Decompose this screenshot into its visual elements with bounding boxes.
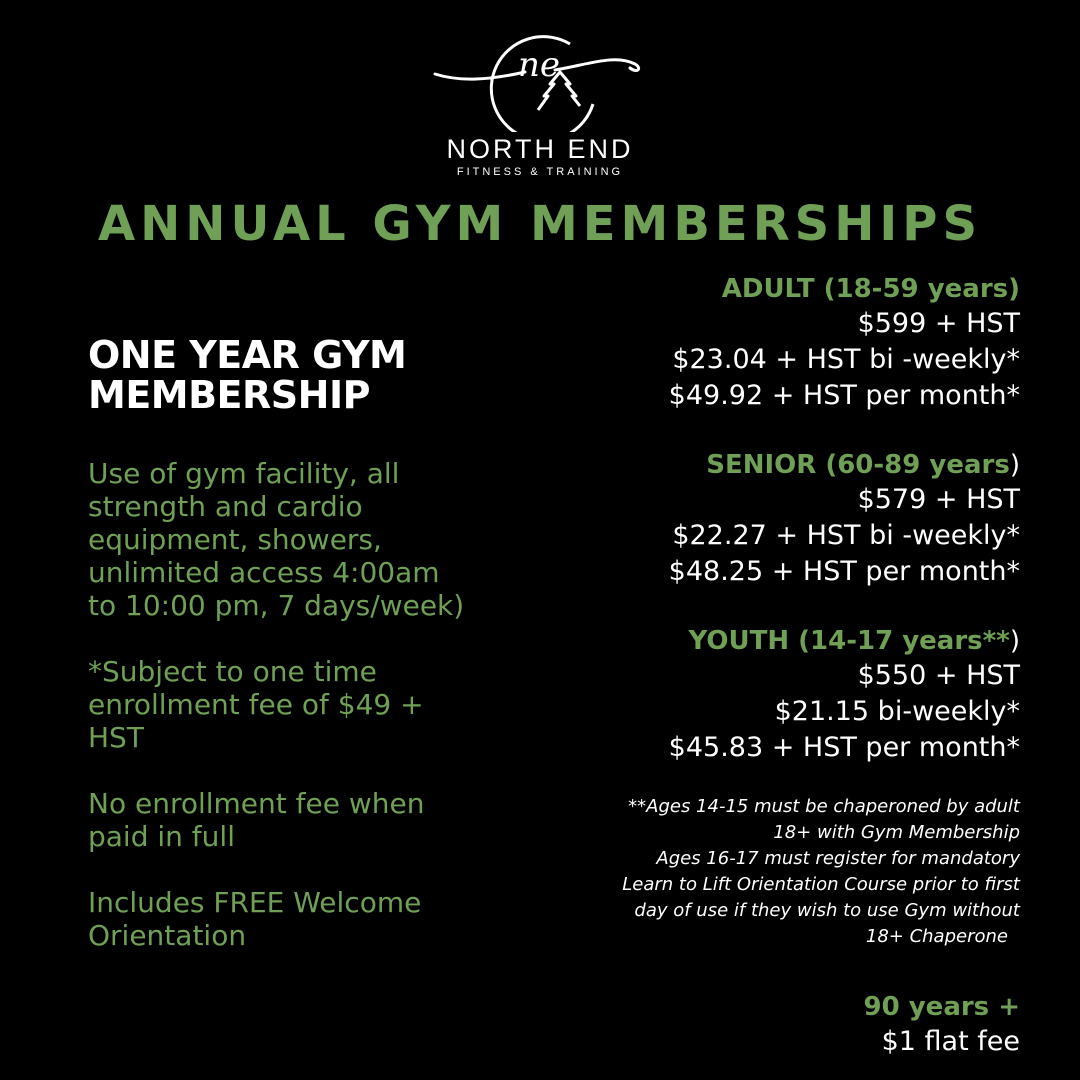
page-title: ANNUAL GYM MEMBERSHIPS [97, 196, 983, 252]
price-biweekly: $23.04 + HST bi -weekly* [672, 344, 1020, 375]
fee-note-line: *Subject to one time [88, 655, 377, 688]
description-line: unlimited access 4:00am [88, 556, 440, 589]
footnote-line: 18+ Chaperone [865, 926, 1008, 947]
price-annual: $579 + HST [857, 484, 1020, 515]
plan-title-line2: MEMBERSHIP [88, 373, 370, 417]
plan-details [88, 335, 528, 985]
plan-title [88, 335, 528, 415]
footnote-line: **Ages 14-15 must be chaperoned by adult [628, 796, 1020, 817]
pricing-tiers [500, 272, 1020, 950]
description-line: Use of gym facility, all [88, 457, 400, 490]
no-fee-line: paid in full [88, 820, 235, 853]
orientation-line: Orientation [88, 919, 247, 952]
youth-footnote [500, 794, 1020, 950]
tier-label: 90 years + [863, 992, 1020, 1022]
price-biweekly: $22.27 + HST bi -weekly* [672, 520, 1020, 551]
svg-text:ne: ne [518, 45, 561, 85]
footnote-line: day of use if they wish to use Gym without [634, 900, 1020, 921]
price-biweekly: $21.15 bi-weekly* [774, 696, 1020, 727]
price-annual: $599 + HST [857, 308, 1020, 339]
brand-logo [430, 22, 650, 182]
description-line: strength and cardio [88, 490, 363, 523]
tier-senior [500, 448, 1020, 590]
plan-description [88, 457, 528, 622]
tier-label: YOUTH (14-17 years**) [688, 626, 1020, 656]
price-monthly: $48.25 + HST per month* [668, 556, 1020, 587]
footnote-line: 18+ with Gym Membership [773, 822, 1020, 843]
brand-tagline: FITNESS & TRAINING [456, 166, 624, 178]
footnote-line: Learn to Lift Orientation Course prior to first [622, 874, 1020, 895]
tier-label: ADULT (18-59 years) [721, 274, 1020, 304]
fee-note-line: HST [88, 721, 144, 754]
tier-youth [500, 624, 1020, 766]
brand-name: NORTH END [446, 134, 634, 164]
no-fee-line: No enrollment fee when [88, 787, 425, 820]
tier-90-plus [864, 990, 1021, 1060]
tier-adult [500, 272, 1020, 414]
description-line: equipment, showers, [88, 523, 382, 556]
orientation-note [88, 886, 528, 952]
mountain-pine-sun-icon [430, 22, 650, 132]
price-flat: $1 flat fee [881, 1026, 1020, 1057]
orientation-line: Includes FREE Welcome [88, 886, 422, 919]
price-monthly: $45.83 + HST per month* [668, 732, 1020, 763]
no-fee-note [88, 787, 528, 853]
price-monthly: $49.92 + HST per month* [668, 380, 1020, 411]
fee-note-line: enrollment fee of $49 + [88, 688, 424, 721]
price-annual: $550 + HST [857, 660, 1020, 691]
tier-label: SENIOR (60-89 years) [706, 450, 1020, 480]
enrollment-fee-note [88, 655, 528, 754]
description-line: to 10:00 pm, 7 days/week) [88, 589, 465, 622]
footnote-line: Ages 16-17 must register for mandatory [656, 848, 1020, 869]
plan-title-line1: ONE YEAR GYM [88, 333, 407, 377]
